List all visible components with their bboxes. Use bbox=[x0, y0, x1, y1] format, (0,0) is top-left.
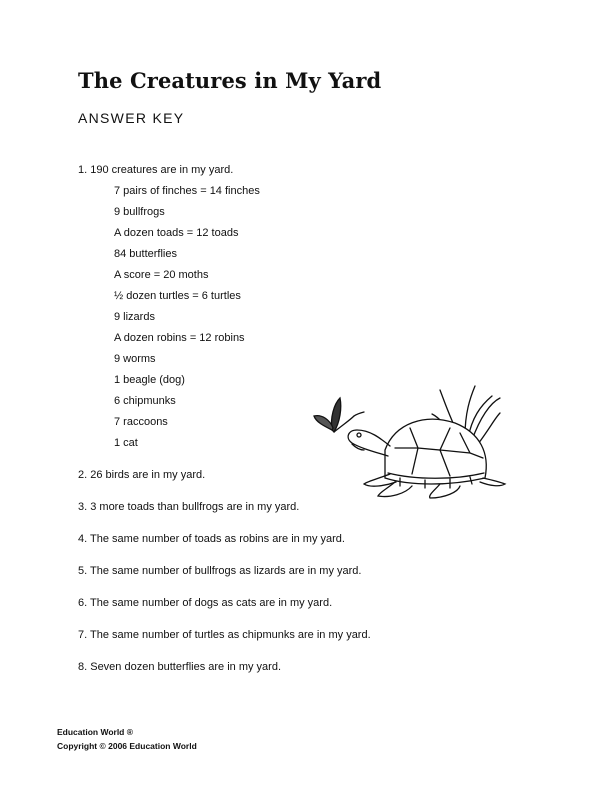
answer-item: 8. Seven dozen butterflies are in my yard. bbox=[78, 661, 281, 673]
breakdown-item: 7 pairs of finches = 14 finches bbox=[114, 185, 260, 197]
page-title: The Creatures in My Yard bbox=[78, 68, 382, 93]
answer-item: 7. The same number of turtles as chipmunks are in my yard. bbox=[78, 629, 371, 641]
answer-item: 1. 190 creatures are in my yard. bbox=[78, 164, 234, 176]
breakdown-item: 9 worms bbox=[114, 353, 156, 365]
breakdown-item: 1 beagle (dog) bbox=[114, 374, 185, 386]
breakdown-item: 84 butterflies bbox=[114, 248, 177, 260]
breakdown-item: A dozen robins = 12 robins bbox=[114, 332, 245, 344]
breakdown-item: 9 bullfrogs bbox=[114, 206, 165, 218]
footer-brand: Education World ® bbox=[57, 727, 133, 737]
footer-copyright: Copyright © 2006 Education World bbox=[57, 741, 197, 751]
breakdown-item: ½ dozen turtles = 6 turtles bbox=[114, 290, 241, 302]
answer-item: 4. The same number of toads as robins are in my yard. bbox=[78, 533, 345, 545]
butterfly-icon bbox=[314, 398, 364, 432]
answer-item: 5. The same number of bullfrogs as lizards are in my yard. bbox=[78, 565, 362, 577]
answer-key-heading: ANSWER KEY bbox=[78, 110, 185, 126]
breakdown-item: 9 lizards bbox=[114, 311, 155, 323]
breakdown-item: 1 cat bbox=[114, 437, 138, 449]
turtle-icon bbox=[348, 419, 505, 498]
turtle-butterfly-illustration bbox=[300, 378, 510, 503]
breakdown-item: A score = 20 moths bbox=[114, 269, 209, 281]
answer-item: 6. The same number of dogs as cats are in my yard. bbox=[78, 597, 333, 609]
answer-item: 3. 3 more toads than bullfrogs are in my yard. bbox=[78, 501, 300, 513]
breakdown-item: 6 chipmunks bbox=[114, 395, 176, 407]
breakdown-item: 7 raccoons bbox=[114, 416, 168, 428]
breakdown-item: A dozen toads = 12 toads bbox=[114, 227, 239, 239]
answer-item: 2. 26 birds are in my yard. bbox=[78, 469, 206, 481]
